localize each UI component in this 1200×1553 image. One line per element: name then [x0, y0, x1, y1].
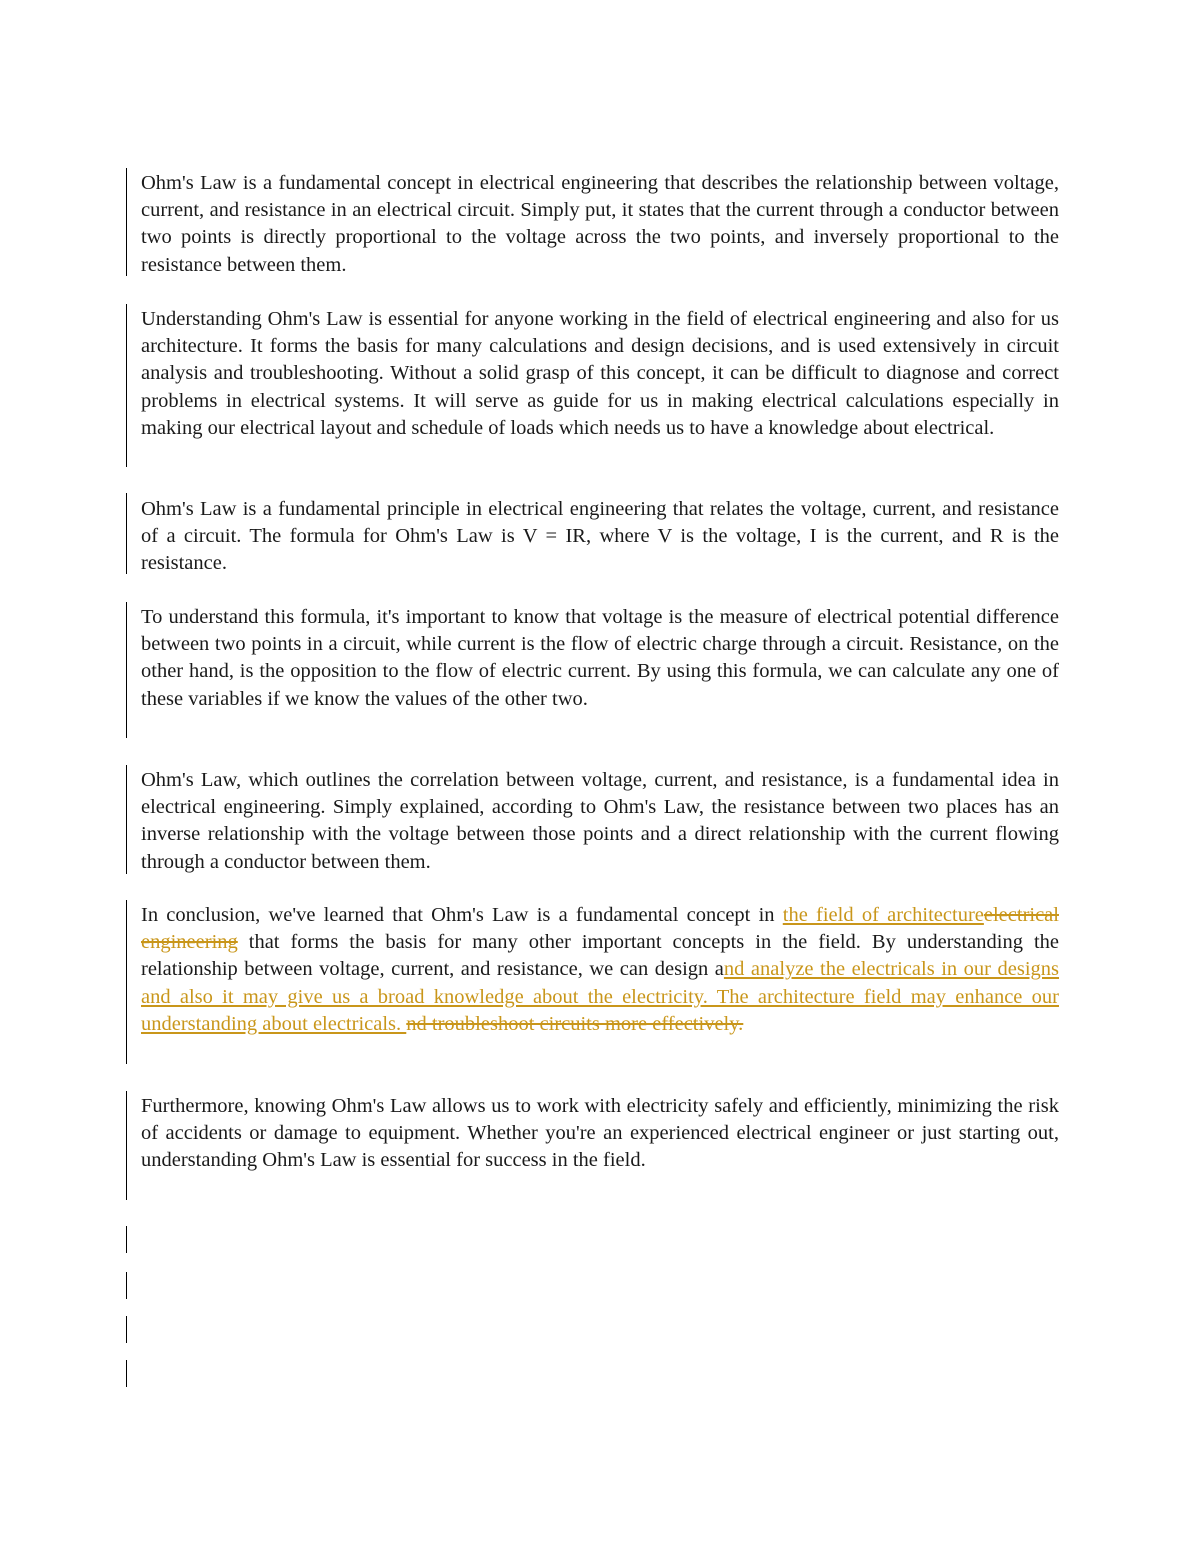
paragraph-text: Furthermore, knowing Ohm's Law allows us to work with electricity safely and efficiently, minimizing the risk of accidents or damage to equipment. Whether you're an experienced electrical engineer or just starting out, understanding Ohm's Law is essential for success in the field.	[141, 1095, 1059, 1172]
change-bar	[126, 493, 127, 574]
tracked-insertion[interactable]: nd analyze the electricals in our designs and also it may give us a broad knowledge about the electricity. The architecture field may enhance our understanding about electricals.	[141, 958, 1060, 1035]
change-bar	[126, 1316, 127, 1343]
change-bar	[126, 765, 127, 874]
paragraph-text: Ohm's Law is a fundamental concept in electrical engineering that describes the relationship between voltage, current, and resistance in an electrical circuit. Simply put, it states that the current through a conductor between two points is directly proportional to the voltage across the two points, and inversely proportional to the resistance between them.	[141, 172, 1059, 276]
paragraph-text: Ohm's Law, which outlines the correlation between voltage, current, and resistance, is a fundamental idea in electrical engineering. Simply explained, according to Ohm's Law, the resistance between two places has an inverse relationship with the voltage between those points and a direct relationship with the current flowing through a conductor between them.	[141, 769, 1059, 873]
change-bar	[126, 1272, 127, 1299]
paragraph-5	[141, 767, 1059, 876]
paragraph-1	[141, 170, 1059, 279]
change-bar	[126, 900, 127, 1064]
paragraph-text: To understand this formula, it's important to know that voltage is the measure of electrical potential difference between two points in a circuit, while current is the flow of electric charge through a circuit. Resistance, on the other hand, is the opposition to the flow of electric current. By using this formula, we can calculate any one of these variables if we know the values of the other two.	[141, 606, 1059, 710]
change-bar	[126, 1360, 127, 1387]
paragraph-3	[141, 496, 1059, 578]
tracked-insertion[interactable]: the field of architecture	[782, 904, 984, 926]
paragraph-2	[141, 306, 1059, 442]
paragraph-text: Understanding Ohm's Law is essential for anyone working in the field of electrical engineering and also for us architecture. It forms the basis for many calculations and design decisions, and is used extensively in circuit analysis and troubleshooting. Without a solid grasp of this concept, it can be difficult to diagnose and correct problems in electrical systems. It will serve as guide for us in making electrical calculations especially in making our electrical layout and schedule of loads which needs us to have a knowledge about electrical.	[141, 308, 1059, 439]
tracked-deletion[interactable]: electrical engineering	[141, 904, 1059, 954]
change-bar	[126, 1091, 127, 1200]
paragraph-6	[141, 902, 1059, 1038]
change-bar	[126, 304, 127, 467]
paragraph-4	[141, 604, 1059, 713]
change-bar	[126, 602, 127, 738]
change-bar	[126, 168, 127, 276]
paragraph-text: Ohm's Law is a fundamental principle in electrical engineering that relates the voltage, current, and resistance of a circuit. The formula for Ohm's Law is V = IR, where V is the voltage, I is the current, and R is the resistance.	[141, 498, 1059, 575]
paragraph-text: that forms the basis for many other important concepts in the field. By understanding the relationship between voltage, current, and resistance, we can design a	[141, 931, 1059, 981]
paragraph-7	[141, 1093, 1059, 1175]
change-bar	[126, 1226, 127, 1253]
tracked-deletion[interactable]: nd troubleshoot circuits more effectively.	[406, 1012, 744, 1035]
paragraph-text: In conclusion, we've learned that Ohm's Law is a fundamental concept in	[141, 904, 783, 926]
